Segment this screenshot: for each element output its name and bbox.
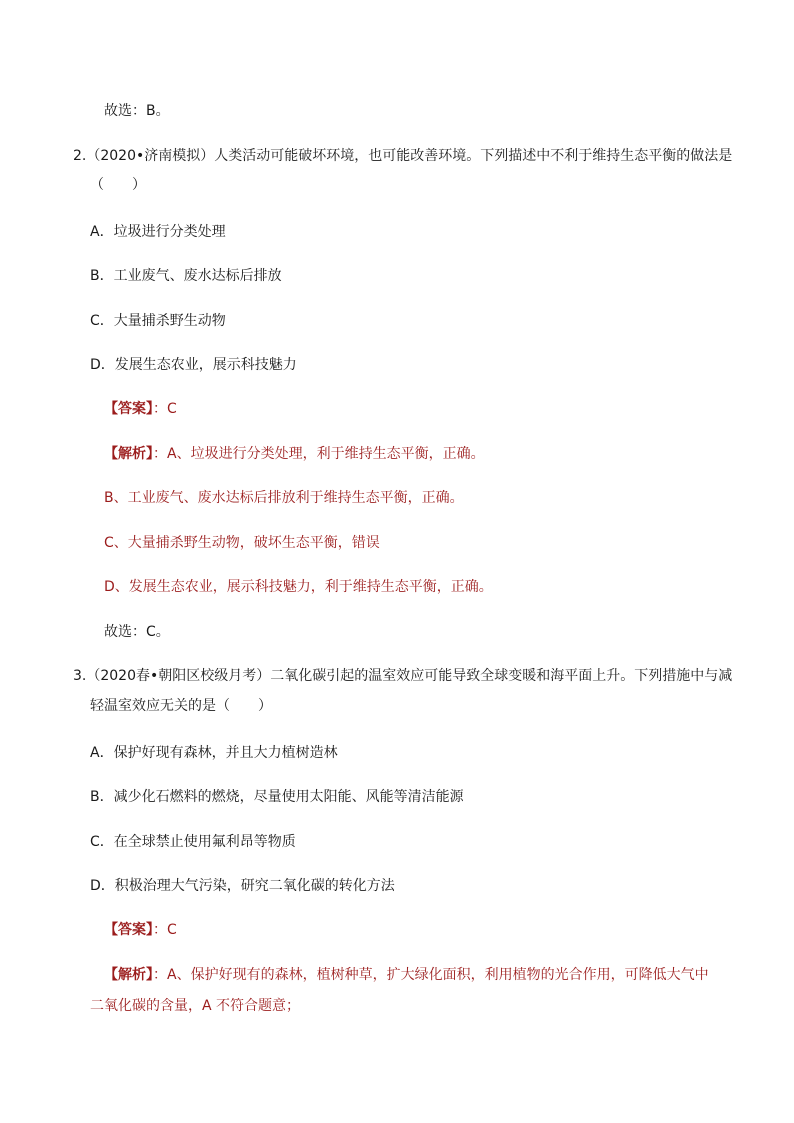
q3-analysis-line2: 二氧化碳的含量，A 不符合题意； — [90, 998, 301, 1014]
q3-stem-line1: 3.（2020春•朝阳区校级月考）二氧化碳引起的温室效应可能导致全球变暖和海平面上升。下列措施中与减 — [73, 668, 733, 684]
q3-stem-line2: 轻温室效应无关的是（ ） — [90, 698, 272, 714]
q2-analysis-line2: B、工业废气、废水达标后排放利于维持生态平衡，正确。 — [104, 490, 464, 506]
q2-analysis-line1 — [104, 444, 485, 464]
q2-analysis-text-1: ：A、垃圾进行分类处理，利于维持生态平衡，正确。 — [153, 446, 485, 462]
q3-option-d: D．积极治理大气污染，研究二氧化碳的转化方法 — [90, 878, 395, 894]
q2-option-a: A．垃圾进行分类处理 — [90, 224, 226, 240]
q3-answer-value: ：C — [153, 922, 177, 938]
q3-option-a: A．保护好现有森林，并且大力植树造林 — [90, 745, 338, 761]
q3-answer — [104, 920, 177, 940]
q2-analysis-line3: C、大量捕杀野生动物，破坏生态平衡，错误 — [104, 535, 380, 551]
q2-option-c: C．大量捕杀野生动物 — [90, 313, 226, 329]
q2-analysis-label: 【解析】 — [104, 446, 153, 462]
q2-option-b: B．工业废气、废水达标后排放 — [90, 268, 282, 284]
q2-answer-value: ：C — [153, 401, 177, 417]
q3-option-b: B．减少化石燃料的燃烧，尽量使用太阳能、风能等清洁能源 — [90, 789, 464, 805]
q3-option-c: C．在全球禁止使用氟利昂等物质 — [90, 834, 296, 850]
q1-conclusion: 故选：B。 — [104, 103, 170, 119]
q3-answer-label: 【答案】 — [104, 922, 153, 938]
q2-stem-line1: 2.（2020•济南模拟）人类活动可能破坏环境，也可能改善环境。下列描述中不利于维持生态平衡的做法是 — [73, 148, 733, 164]
q2-option-d: D．发展生态农业，展示科技魅力 — [90, 357, 297, 373]
q2-analysis-line4: D、发展生态农业，展示科技魅力，利于维持生态平衡，正确。 — [104, 579, 493, 595]
q2-stem-line2: （ ） — [90, 177, 146, 193]
q2-answer-label: 【答案】 — [104, 401, 153, 417]
q2-answer — [104, 399, 177, 419]
q3-analysis-line1 — [104, 965, 709, 985]
q3-analysis-text-1: ：A、保护好现有的森林，植树种草，扩大绿化面积，利用植物的光合作用，可降低大气中 — [153, 967, 709, 983]
q2-conclusion: 故选：C。 — [104, 624, 170, 640]
q3-analysis-label: 【解析】 — [104, 967, 153, 983]
